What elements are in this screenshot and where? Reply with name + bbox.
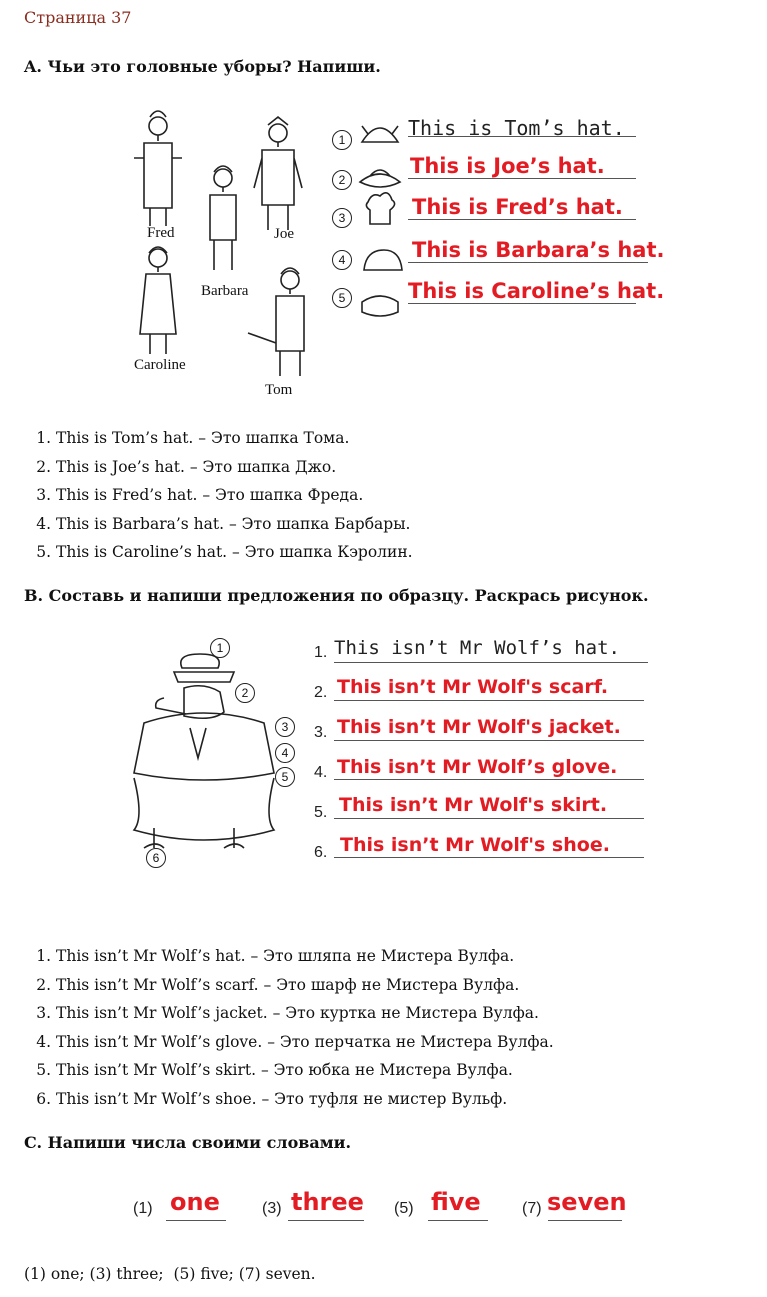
row-number-1: 1. — [314, 644, 328, 661]
callout-3: 3 — [275, 717, 295, 737]
answer-rule-b1 — [334, 662, 648, 663]
answer-rule-b4 — [334, 779, 644, 780]
translation-item: 1. This is Tom’s hat. – Это шапка Тома. — [56, 424, 413, 453]
number-word-3: three — [291, 1188, 364, 1216]
translation-item: 6. This isn’t Mr Wolf’s shoe. – Это туфля не мистер Вульф. — [56, 1085, 554, 1114]
section-c-heading: C. Напиши числа своими словами. — [24, 1133, 352, 1152]
answer-rule-2 — [408, 178, 636, 179]
translation-item: 3. This isn’t Mr Wolf’s jacket. – Это куртка не Мистера Вулфа. — [56, 999, 554, 1028]
section-c-answer-line: (1) one; (3) three; (5) five; (7) seven. — [24, 1265, 316, 1283]
callout-5: 5 — [275, 767, 295, 787]
answer-b-4: This isn’t Mr Wolf’s glove. — [337, 756, 618, 778]
number-label-7: (7) — [522, 1200, 542, 1217]
translation-item: 2. This is Joe’s hat. – Это шапка Джо. — [56, 453, 413, 482]
row-number-2: 2. — [314, 684, 328, 701]
section-b-heading: B. Составь и напиши предложения по образцу. Раскрась рисунок. — [24, 586, 649, 605]
number-rule-1 — [166, 1220, 226, 1221]
answer-a-4: This is Barbara’s hat. — [412, 238, 665, 262]
section-b-translations — [36, 942, 554, 1114]
person-label-tom: Tom — [265, 382, 293, 398]
hat-number-5: 5 — [332, 288, 352, 308]
translation-item: 5. This is Caroline’s hat. – Это шапка Кэролин. — [56, 538, 413, 567]
row-number-6: 6. — [314, 844, 328, 861]
translation-item: 2. This isn’t Mr Wolf’s scarf. – Это шарф не Мистера Вулфа. — [56, 971, 554, 1000]
hat-number-4: 4 — [332, 250, 352, 270]
number-label-1: (1) — [133, 1200, 153, 1217]
answer-rule-5 — [408, 303, 636, 304]
answer-rule-b3 — [334, 740, 644, 741]
answer-rule-4 — [408, 262, 648, 263]
hats-illustration — [356, 112, 406, 322]
page-number: Страница 37 — [24, 8, 132, 27]
number-word-7: seven — [547, 1188, 627, 1216]
hat-number-3: 3 — [332, 208, 352, 228]
callout-2: 2 — [235, 683, 255, 703]
section-a-worksheet-image — [118, 98, 665, 404]
person-label-caroline: Caroline — [134, 357, 186, 373]
translation-item: 4. This is Barbara’s hat. – Это шапка Барбары. — [56, 510, 413, 539]
callout-4: 4 — [275, 743, 295, 763]
section-a-heading: A. Чьи это головные уборы? Напиши. — [24, 57, 381, 76]
section-b-worksheet-image — [104, 628, 664, 876]
section-c-worksheet-image — [128, 1180, 638, 1230]
mr-wolf-illustration — [104, 628, 284, 868]
person-label-joe: Joe — [274, 226, 294, 242]
hat-number-2: 2 — [332, 170, 352, 190]
translation-item: 4. This isn’t Mr Wolf’s glove. – Это перчатка не Мистера Вулфа. — [56, 1028, 554, 1057]
translation-item: 5. This isn’t Mr Wolf’s skirt. – Это юбка не Мистера Вулфа. — [56, 1056, 554, 1085]
people-illustration — [118, 98, 328, 398]
answer-rule-b6 — [334, 857, 644, 858]
sample-sentence-a: This is Tom’s hat. — [408, 116, 625, 140]
number-label-3: (3) — [262, 1200, 282, 1217]
answer-a-2: This is Joe’s hat. — [410, 154, 605, 178]
row-number-3: 3. — [314, 724, 328, 741]
number-rule-5 — [428, 1220, 488, 1221]
answer-b-3: This isn’t Mr Wolf's jacket. — [337, 716, 621, 738]
number-rule-3 — [288, 1220, 364, 1221]
answer-rule-b5 — [334, 818, 644, 819]
answer-b-6: This isn’t Mr Wolf's shoe. — [340, 834, 610, 856]
person-label-fred: Fred — [147, 225, 175, 241]
callout-6: 6 — [146, 848, 166, 868]
person-label-barbara: Barbara — [201, 283, 249, 299]
number-label-5: (5) — [394, 1200, 414, 1217]
number-rule-7 — [548, 1220, 622, 1221]
section-a-translations — [36, 424, 413, 567]
answer-a-3: This is Fred’s hat. — [412, 195, 623, 219]
hat-number-1: 1 — [332, 130, 352, 150]
answer-b-5: This isn’t Mr Wolf's skirt. — [339, 794, 608, 816]
row-number-5: 5. — [314, 804, 328, 821]
translation-item: 3. This is Fred’s hat. – Это шапка Фреда. — [56, 481, 413, 510]
translation-item: 1. This isn’t Mr Wolf’s hat. – Это шляпа не Мистера Вулфа. — [56, 942, 554, 971]
callout-1: 1 — [210, 638, 230, 658]
answer-b-2: This isn’t Mr Wolf's scarf. — [337, 676, 609, 698]
number-word-5: five — [431, 1188, 481, 1216]
answer-rule-3 — [408, 219, 636, 220]
number-word-1: one — [170, 1188, 220, 1216]
row-number-4: 4. — [314, 764, 328, 781]
sample-sentence-b: This isn’t Mr Wolf’s hat. — [334, 637, 620, 659]
answer-a-5: This is Caroline’s hat. — [408, 279, 665, 303]
answer-rule-b2 — [334, 700, 644, 701]
